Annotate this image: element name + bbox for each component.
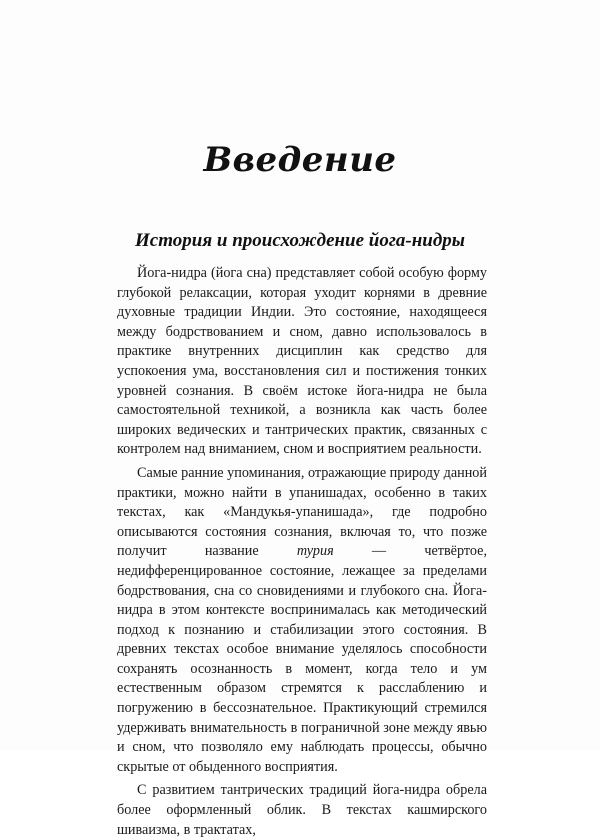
italic-term: турия xyxy=(296,543,334,560)
paragraph-1: Йога-нидра (йога сна) представляет собой особую форму глубокой релаксации, которая уходит корнями в древние духовные традиции Индии. Это состояние, находящееся между бодрствованием и сном, давно использовалось в практике внутренних дисциплин как средство для успокоения ума, восстановления сил и постижения тонких уровней сознания. В своём истоке йога-нидра не была самостоятельной техникой, а возникла как часть более широких ведических и тантрических практик, связанных с контролем над вниманием, сном и восприятием реальности. xyxy=(117,265,487,458)
paragraph-2-start: Самые ранние упоминания, отражающие природу данной практики, можно найти в упанишадах, особенно в таких текстах, как «Мандукья-упанишада», где подробно описываются состояния сознания, включая то, что позже получит название xyxy=(117,464,487,560)
paragraph-2-end: — четвёртое, недифференцированное состояние, лежащее за пределами бодрствования, сна со сновидениями и глубокого сна. Йога-нидра в этом контексте воспринималась как методический подход к познанию и стабилизации этого состояния. В древних текстах особое внимание уделялось способности сохранять осознанность в момент, когда тело и ум естественным образом стремятся к расслаблению и погружению в бессознательное. Практикующий стремился удерживать внимательность в пограничной зоне между явью и сном, что позволяло ему наблюдать процессы, обычно скрытые от обыденного восприятия. xyxy=(117,543,487,775)
chapter-title: Введение xyxy=(203,140,397,180)
paragraph-3: С развитием тантрических традиций йога-нидра обрела более оформленный облик. В текстах кашмирского шиваизма, в трактатах, xyxy=(117,782,487,838)
paragraph-2 xyxy=(117,464,487,778)
section-heading: История и происхождение йога-нидры xyxy=(135,230,465,251)
body-text xyxy=(117,256,487,840)
